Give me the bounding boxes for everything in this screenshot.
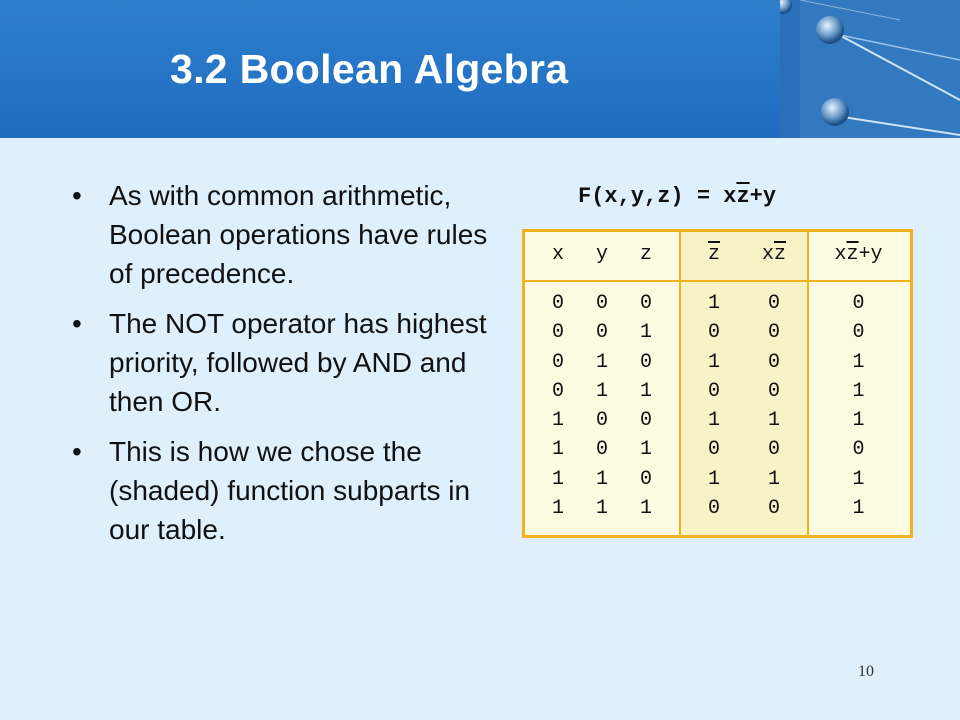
table-cell: 0 bbox=[707, 321, 720, 345]
bullet-list bbox=[72, 176, 492, 560]
formula-tail: +y bbox=[749, 184, 777, 209]
table-cell: 0 bbox=[707, 497, 720, 521]
page-number: 10 bbox=[858, 663, 874, 680]
table-row bbox=[807, 494, 910, 523]
function-formula bbox=[578, 184, 776, 209]
table-cell: 1 bbox=[767, 467, 780, 491]
table-cell: 0 bbox=[639, 350, 652, 374]
table-cell: 1 bbox=[595, 497, 608, 521]
table-row bbox=[536, 348, 679, 377]
table-cell: 0 bbox=[639, 292, 652, 315]
table-cell: 0 bbox=[639, 409, 652, 433]
table-cell: 0 bbox=[767, 292, 780, 315]
table-row bbox=[536, 318, 679, 347]
formula-zbar: $\overline{z}$ bbox=[736, 184, 750, 209]
table-cell: 0 bbox=[595, 321, 608, 345]
table-cell: 0 bbox=[551, 379, 564, 403]
table-cell: 1 bbox=[639, 379, 652, 403]
header-divider bbox=[807, 280, 910, 282]
bullet-icon: • bbox=[72, 436, 82, 467]
table-cell: 1 bbox=[551, 497, 564, 521]
table-cell: 1 bbox=[852, 409, 865, 433]
result-column bbox=[807, 232, 910, 535]
bullet-item bbox=[72, 304, 492, 421]
result-rows bbox=[807, 289, 910, 523]
table-cell: 0 bbox=[639, 467, 652, 491]
table-row bbox=[684, 348, 807, 377]
table-row bbox=[684, 377, 807, 406]
table-cell: 0 bbox=[767, 379, 780, 403]
header-f: $x\overline{z}+y$ bbox=[834, 243, 883, 266]
table-row bbox=[684, 318, 807, 347]
table-header-inputs bbox=[525, 232, 679, 277]
subpart-rows bbox=[681, 289, 807, 523]
table-cell: 0 bbox=[767, 497, 780, 521]
table-cell: 1 bbox=[852, 497, 865, 521]
header-y: y bbox=[595, 243, 608, 266]
table-row bbox=[807, 465, 910, 494]
decorative-pins-image bbox=[780, 0, 960, 138]
table-row bbox=[684, 289, 807, 318]
table-row bbox=[536, 465, 679, 494]
bullet-text: As with common arithmetic, Boolean operations have rules of precedence. bbox=[109, 180, 488, 289]
table-cell: 0 bbox=[595, 409, 608, 433]
table-cell: 1 bbox=[639, 438, 652, 462]
table-cell: 1 bbox=[852, 379, 865, 403]
table-cell: 1 bbox=[707, 467, 720, 491]
table-cell: 0 bbox=[707, 438, 720, 462]
table-cell: 0 bbox=[595, 292, 608, 315]
bullet-text: This is how we chose the (shaded) function subparts in our table. bbox=[109, 436, 471, 545]
header-z: z bbox=[639, 243, 652, 266]
truth-table bbox=[522, 229, 913, 538]
table-row bbox=[536, 289, 679, 318]
table-row bbox=[684, 465, 807, 494]
table-row bbox=[807, 377, 910, 406]
table-cell: 1 bbox=[707, 409, 720, 433]
table-header-subparts bbox=[681, 232, 807, 277]
table-row bbox=[807, 406, 910, 435]
table-cell: 0 bbox=[767, 438, 780, 462]
bullet-item bbox=[72, 432, 492, 549]
table-row bbox=[536, 406, 679, 435]
table-row bbox=[807, 318, 910, 347]
table-row bbox=[684, 406, 807, 435]
table-cell: 1 bbox=[852, 350, 865, 374]
table-cell: 0 bbox=[852, 438, 865, 462]
formula-x: x bbox=[723, 184, 737, 209]
table-cell: 0 bbox=[767, 321, 780, 345]
table-row bbox=[807, 289, 910, 318]
table-cell: 1 bbox=[551, 467, 564, 491]
table-cell: 1 bbox=[707, 292, 720, 315]
table-cell: 0 bbox=[551, 350, 564, 374]
table-cell: 0 bbox=[551, 292, 564, 315]
table-row bbox=[536, 377, 679, 406]
table-cell: 0 bbox=[707, 379, 720, 403]
table-cell: 1 bbox=[639, 321, 652, 345]
bullet-icon: • bbox=[72, 180, 82, 211]
table-cell: 0 bbox=[767, 350, 780, 374]
table-cell: 0 bbox=[852, 292, 865, 315]
table-cell: 1 bbox=[595, 467, 608, 491]
table-row bbox=[684, 494, 807, 523]
table-cell: 1 bbox=[852, 467, 865, 491]
header-divider bbox=[681, 280, 807, 282]
slide-header bbox=[0, 0, 960, 138]
table-header-result bbox=[807, 232, 910, 277]
table-cell: 1 bbox=[767, 409, 780, 433]
table-cell: 1 bbox=[595, 379, 608, 403]
table-row bbox=[684, 435, 807, 464]
input-columns bbox=[525, 232, 679, 535]
formula-lhs: F(x,y,z) = bbox=[578, 184, 724, 209]
table-cell: 1 bbox=[551, 438, 564, 462]
table-cell: 1 bbox=[595, 350, 608, 374]
table-row bbox=[536, 494, 679, 523]
shaded-subpart-columns bbox=[679, 232, 809, 535]
input-rows bbox=[525, 289, 679, 523]
table-row bbox=[807, 435, 910, 464]
table-cell: 1 bbox=[551, 409, 564, 433]
table-cell: 0 bbox=[852, 321, 865, 345]
slide-title: 3.2 Boolean Algebra bbox=[170, 46, 569, 92]
header-zbar: $\overline{z}$ bbox=[707, 243, 720, 266]
bullet-text: The NOT operator has highest priority, followed by AND and then OR. bbox=[109, 308, 487, 417]
header-x: x bbox=[551, 243, 564, 266]
table-cell: 1 bbox=[707, 350, 720, 374]
table-cell: 0 bbox=[595, 438, 608, 462]
bullet-icon: • bbox=[72, 308, 82, 339]
header-xzbar: $x\overline{z}$ bbox=[761, 243, 787, 266]
table-cell: 0 bbox=[551, 321, 564, 345]
bullet-item bbox=[72, 176, 492, 293]
table-cell: 1 bbox=[639, 497, 652, 521]
table-row bbox=[807, 348, 910, 377]
table-row bbox=[536, 435, 679, 464]
header-divider bbox=[525, 280, 679, 282]
